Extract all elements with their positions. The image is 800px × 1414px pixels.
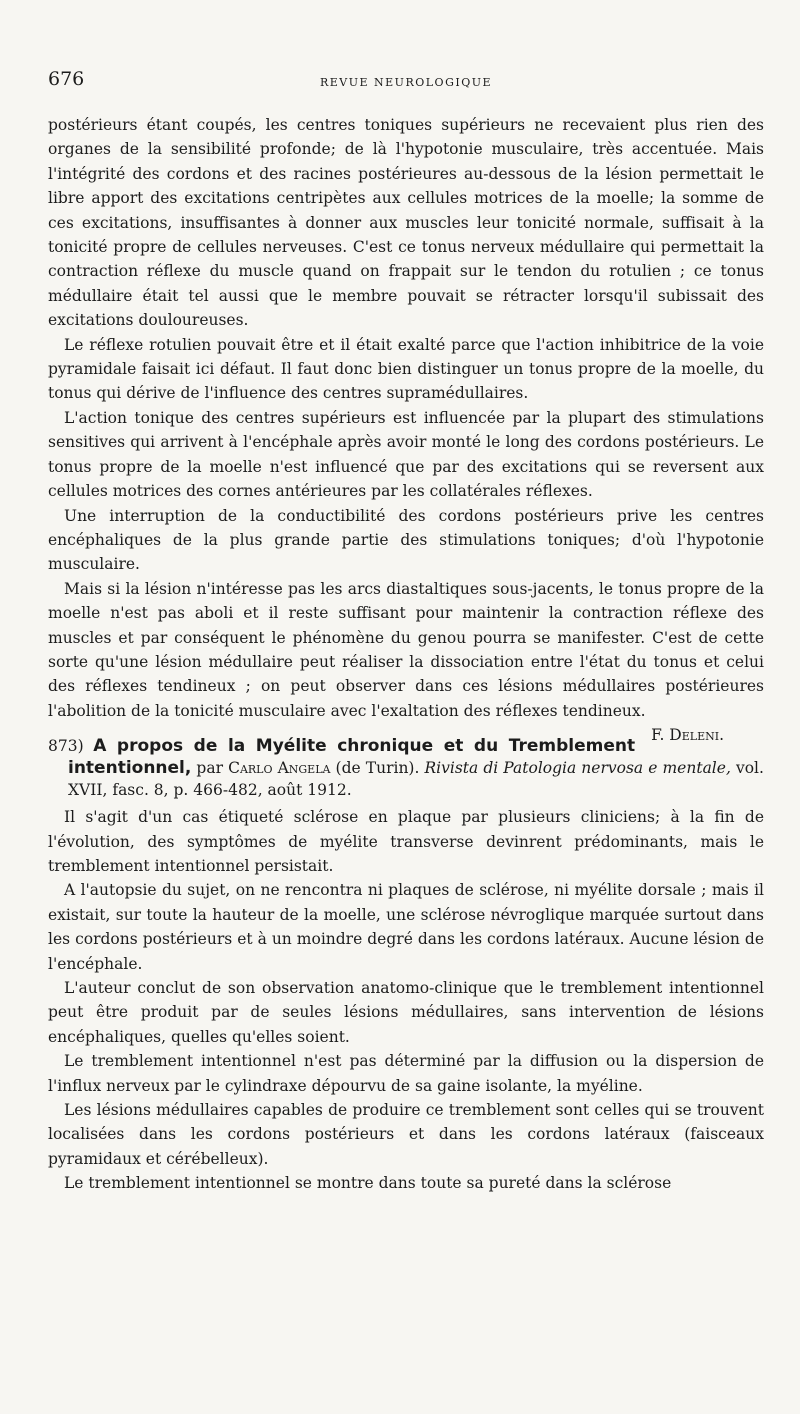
signature: F. Deleni. — [651, 726, 724, 745]
paragraph-with-signature — [48, 577, 764, 745]
review-number: 873) — [48, 737, 84, 756]
review-entry — [48, 735, 764, 1196]
paragraph: A l'autopsie du sujet, on ne rencontra ni plaques de sclérose, ni myélite dorsale ; mais il existait, sur toute la hauteur de la moelle, une sclérose névroglique marquée surtout dans les cordons postérieurs et à un moindre degré dans les cordons latéraux. Aucune lésion de l'encéphale. — [48, 881, 764, 973]
paragraph-text: Mais si la lésion n'intéresse pas les arcs diastaltiques sous-jacents, le tonus propre de la moelle n'est pas aboli et il reste suffisant pour maintenir la contraction réflexe des muscles et par conséquent le phénomène du genou pourra se manifester. C'est de cette sorte qu'une lésion médullaire peut réaliser la dissociation entre l'état du tonus et celui des réflexes tendineux ; on peut observer dans ces lésions médullaires postérieures l'abolition de la tonicité musculaire avec l'exaltation des réflexes tendineux. — [48, 579, 764, 720]
continued-article — [48, 113, 764, 745]
paragraph: Le tremblement intentionnel se montre dans toute sa pureté dans la sclérose — [64, 1174, 672, 1193]
paragraph: Le réflexe rotulien pouvait être et il était exalté parce que l'action inhibitrice de la voie pyramidale faisait ici défaut. Il faut donc bien distinguer un tonus propre de la moelle, du tonus qui dérive de l'influence des centres supramédullaires. — [48, 335, 764, 403]
review-by: par — [196, 759, 223, 778]
paragraph: L'action tonique des centres supérieurs est influencée par la plupart des stimulations sensitives qui arrivent à l'encéphale après avoir monté le long des cordons postérieurs. Le tonus propre de la moelle n'est influencé que par des excitations qui se reversent aux cellules motrices des cornes antérieures par les collatérales réflexes. — [48, 408, 764, 501]
paragraph: Il s'agit d'un cas étiqueté sclérose en plaque par plusieurs cliniciens; à la fin de l'évolution, des symptômes de myélite transverse devinrent prédominants, mais le tremblement intentionnel persistait. — [48, 808, 764, 875]
review-body — [48, 805, 764, 1196]
review-title: A propos de la Myélite chronique et du Tremblement intentionnel, — [68, 736, 636, 779]
paragraph: Une interruption de la conductibilité des cordons postérieurs prive les centres encéphaliques de la plus grande partie des stimulations toniques; d'où l'hypotonie musculaire. — [48, 506, 764, 574]
page — [48, 68, 764, 1196]
review-affiliation: (de Turin). — [335, 759, 420, 778]
running-title: REVUE NEUROLOGIQUE — [319, 76, 493, 89]
review-citation: vol. XVII, fasc. 8, p. 466-482, août 1912. — [68, 759, 764, 800]
review-author: Carlo Angela — [228, 759, 331, 778]
page-number: 676 — [48, 68, 85, 90]
paragraph: Le tremblement intentionnel n'est pas déterminé par la diffusion ou la dispersion de l'influx nerveux par le cylindraxe dépourvu de sa gaine isolante, la myéline. — [48, 1052, 764, 1095]
paragraph: L'auteur conclut de son observation anatomo-clinique que le tremblement intentionnel peut être produit par de seules lésions médullaires, sans intervention de lésions encéphaliques, quelles qu'elles soient. — [48, 979, 764, 1046]
paragraph: postérieurs étant coupés, les centres toniques supérieurs ne recevaient plus rien des organes de la sensibilité profonde; de là l'hypotonie musculaire, très accentuée. Mais l'intégrité des cordons et des racines postérieures au-dessous de la lésion permettait le libre apport des excitations centripètes aux cellules motrices de la moelle; la somme de ces excitations, insuffisantes à donner aux muscles leur tonicité normale, suffisait à la tonicité propre de cellules nerveuses. C'est ce tonus nerveux médullaire qui permettait la contraction réflexe du muscle quand on frappait sur le tendon du rotulien ; ce tonus médullaire était tel aussi que le membre pouvait se rétracter lorsqu'il subissait des excitations douloureuses. — [48, 116, 764, 330]
page-header — [48, 68, 764, 98]
paragraph: Les lésions médullaires capables de produire ce tremblement sont celles qui se trouvent localisées dans les cordons postérieurs et dans les cordons latéraux (faisceaux pyramidaux et cérébelleux). — [48, 1101, 764, 1168]
review-journal: Rivista di Patologia nervosa e mentale, — [424, 759, 731, 778]
